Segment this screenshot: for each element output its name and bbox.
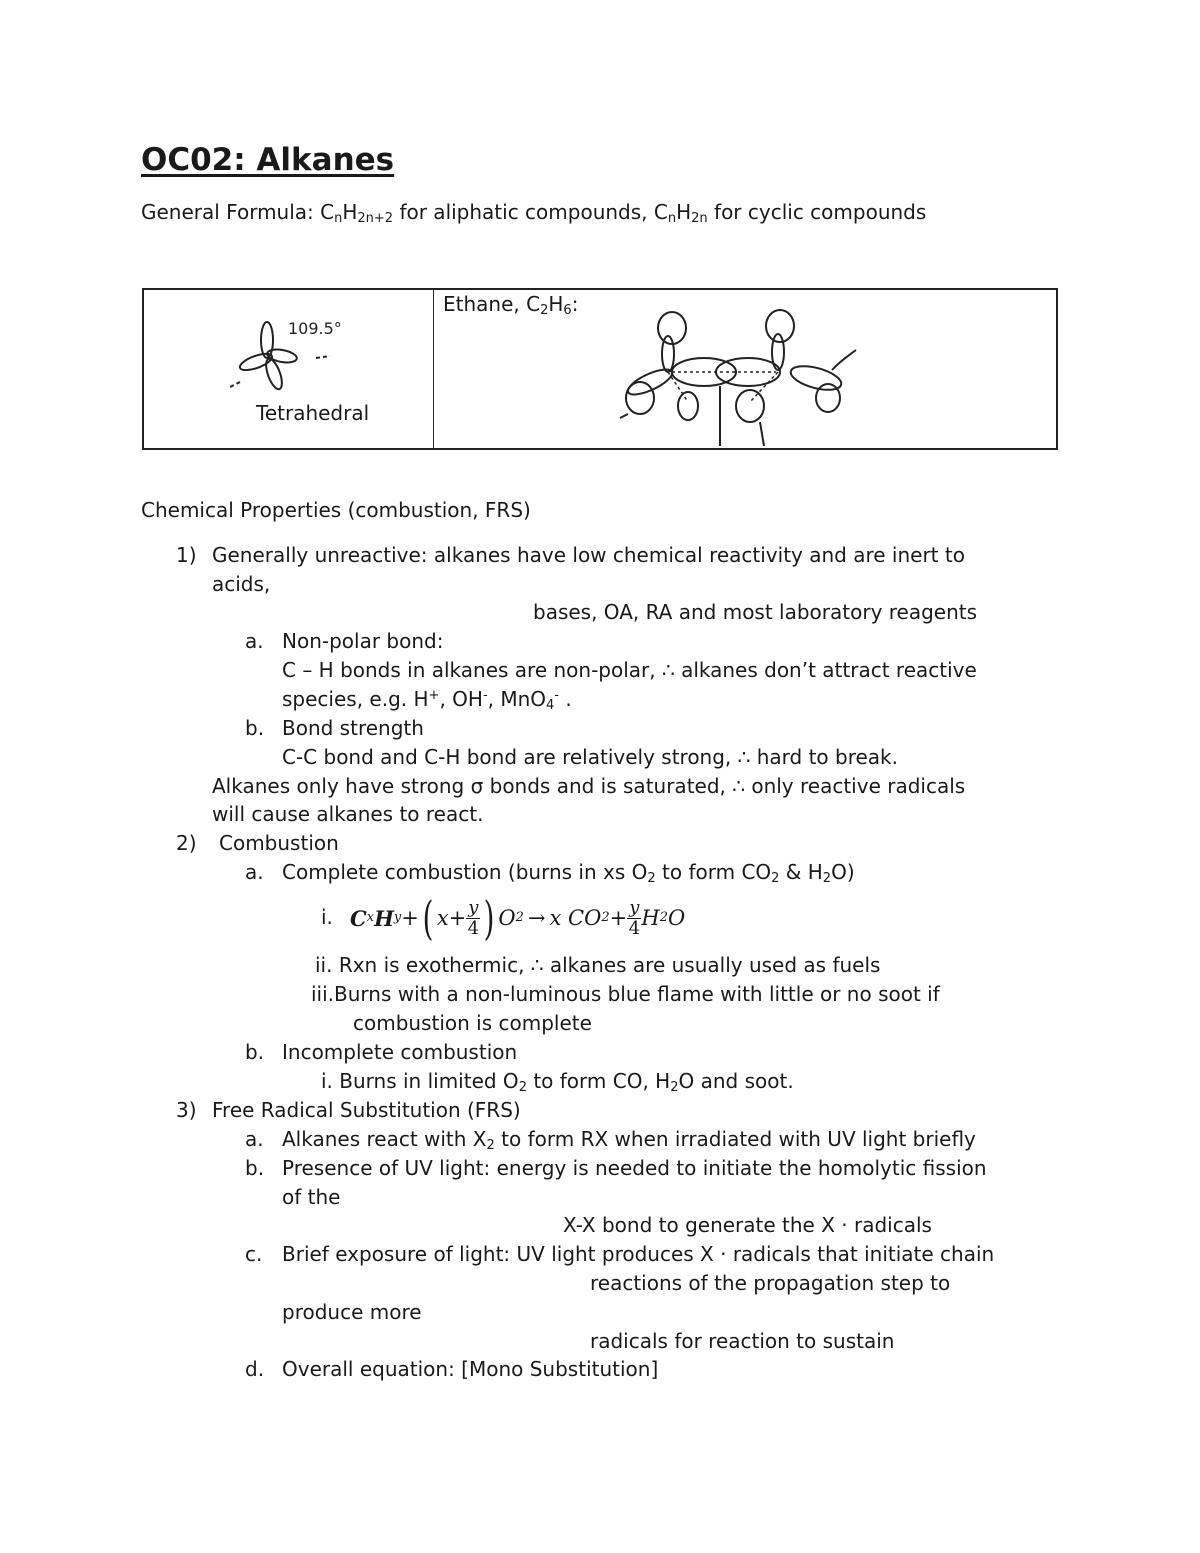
eq-paren: ( [422, 891, 434, 945]
combustion-equation: C x H y + ( x + $\frac{y}{4}$ ) O 2 → x CO 2 + $\frac{y}{4}$ H 2 O [350, 891, 686, 945]
combustion-text: to form CO, H [526, 1069, 671, 1093]
ethane-text: Ethane, C [443, 292, 541, 316]
formula-sub: n [667, 211, 677, 226]
combustion-sub: 2 [771, 871, 780, 886]
species-sub: 4 [546, 698, 555, 713]
combustion-sub: 2 [647, 871, 656, 886]
list-item-text: of the [282, 1185, 341, 1209]
list-number: 1) [176, 543, 197, 567]
list-item-text: C – H bonds in alkanes are non-polar, ∴ alkanes don’t attract reactive [282, 658, 977, 682]
list-item-text: ii. Rxn is exothermic, ∴ alkanes are usually used as fuels [315, 953, 881, 977]
list-item-text: C-C bond and C-H bond are relatively strong, ∴ hard to break. [282, 745, 898, 769]
eq-symbol: CO [568, 905, 602, 930]
list-item-text: Combustion [219, 831, 339, 855]
formula-text: H [676, 200, 692, 224]
list-item-text: Bond strength [282, 716, 424, 740]
eq-fraction [466, 898, 480, 939]
ethane-sub: 6 [563, 303, 572, 318]
list-item-text: bases, OA, RA and most laboratory reagents [533, 600, 978, 624]
combustion-text: i. Burns in limited O [321, 1069, 519, 1093]
list-item-text: produce more [282, 1300, 422, 1324]
tetrahedral-orbital-sketch [220, 312, 350, 394]
list-marker: c. [245, 1242, 263, 1266]
tetrahedral-label: Tetrahedral [256, 401, 370, 425]
formula-sub: n [334, 211, 343, 226]
frs-text: Alkanes react with X [282, 1127, 487, 1151]
eq-symbol: x [436, 905, 449, 930]
ethane-orbital-sketch [600, 306, 870, 448]
combustion-text: O) [831, 860, 855, 884]
combustion-text: to form CO [655, 860, 772, 884]
combustion-text: & H [779, 860, 823, 884]
ethane-sub: 2 [540, 303, 549, 318]
eq-symbol: H [374, 905, 394, 931]
formula-text: for cyclic compounds [707, 200, 927, 224]
eq-symbol: x [549, 905, 562, 930]
eq-denominator: 4 [467, 917, 480, 939]
combustion-sub: 2 [518, 1080, 527, 1095]
list-item-text: combustion is complete [353, 1011, 592, 1035]
ethane-text: H [548, 292, 564, 316]
species-text: , OH [439, 687, 483, 711]
ethane-label [443, 292, 579, 318]
page-title: OC02: Alkanes [141, 142, 395, 178]
combustion-text: O and soot. [678, 1069, 794, 1093]
eq-fraction [627, 898, 641, 939]
eq-symbol: O [668, 905, 686, 930]
frs-text: to form RX when irradiated with UV light briefly [494, 1127, 976, 1151]
formula-text: for aliphatic compounds, C [393, 200, 668, 224]
list-number: 3) [176, 1098, 197, 1122]
list-item-text: acids, [212, 572, 271, 596]
eq-denominator: 4 [628, 917, 641, 939]
species-sup: - [554, 688, 560, 703]
complete-combustion-line [282, 860, 855, 886]
list-item-text: reactions of the propagation step to [590, 1271, 951, 1295]
eq-operator: + [609, 905, 628, 930]
list-item-text: Alkanes only have strong σ bonds and is saturated, ∴ only reactive radicals [212, 774, 966, 798]
list-marker: a. [245, 860, 264, 884]
list-item-text: will cause alkanes to react. [212, 802, 484, 826]
list-marker: a. [245, 629, 264, 653]
list-marker: i. [321, 905, 333, 929]
eq-symbol: C [350, 905, 367, 931]
ethane-text: : [571, 292, 579, 316]
combustion-sub: 2 [822, 871, 832, 886]
species-line [282, 687, 572, 713]
eq-numerator: y [629, 896, 640, 918]
formula-text: General Formula: C [141, 200, 335, 224]
eq-symbol: H [641, 905, 660, 930]
list-marker: b. [245, 716, 265, 740]
formula-sub: 2n+2 [357, 211, 394, 226]
list-item-text: Brief exposure of light: UV light produces X · radicals that initiate chain [282, 1242, 995, 1266]
species-text: species, e.g. H [282, 687, 429, 711]
list-item-text: Overall equation: [Mono Substitution] [282, 1357, 659, 1381]
list-number: 2) [176, 831, 197, 855]
section-heading: Chemical Properties (combustion, FRS) [141, 498, 531, 522]
list-marker: b. [245, 1156, 265, 1180]
list-item-text: Incomplete combustion [282, 1040, 518, 1064]
bond-angle-label: 109.5° [288, 319, 342, 338]
species-text: , MnO [487, 687, 547, 711]
list-item-text: radicals for reaction to sustain [590, 1329, 895, 1353]
list-item-text: Presence of UV light: energy is needed to initiate the homolytic fission [282, 1156, 987, 1180]
list-marker: b. [245, 1040, 265, 1064]
eq-operator: + [401, 905, 419, 930]
eq-operator: + [448, 905, 467, 930]
combustion-text: Complete combustion (burns in xs O [282, 860, 648, 884]
formula-sub: 2n [691, 211, 708, 226]
species-sup: + [428, 688, 440, 703]
formula-text: H [342, 200, 358, 224]
list-item-text: Generally unreactive: alkanes have low chemical reactivity and are inert to [212, 543, 965, 567]
list-marker: a. [245, 1127, 264, 1151]
eq-paren: ) [484, 891, 495, 945]
list-item-text: iii.Burns with a non-luminous blue flame with little or no soot if [311, 982, 940, 1006]
incomplete-combustion-line [321, 1069, 794, 1095]
list-item-text: Non-polar bond: [282, 629, 444, 653]
species-text: . [559, 687, 572, 711]
combustion-sub: 2 [670, 1080, 679, 1095]
eq-arrow: → [527, 905, 546, 930]
table-divider [433, 290, 434, 448]
frs-sub: 2 [486, 1138, 495, 1153]
species-sup: - [482, 688, 488, 703]
list-item-text: X-X bond to generate the X · radicals [563, 1213, 932, 1237]
general-formula [141, 200, 927, 226]
list-marker: d. [245, 1357, 265, 1381]
list-item-text: Free Radical Substitution (FRS) [212, 1098, 521, 1122]
eq-symbol: O [498, 905, 516, 930]
frs-line [282, 1127, 976, 1153]
eq-numerator: y [468, 896, 479, 918]
